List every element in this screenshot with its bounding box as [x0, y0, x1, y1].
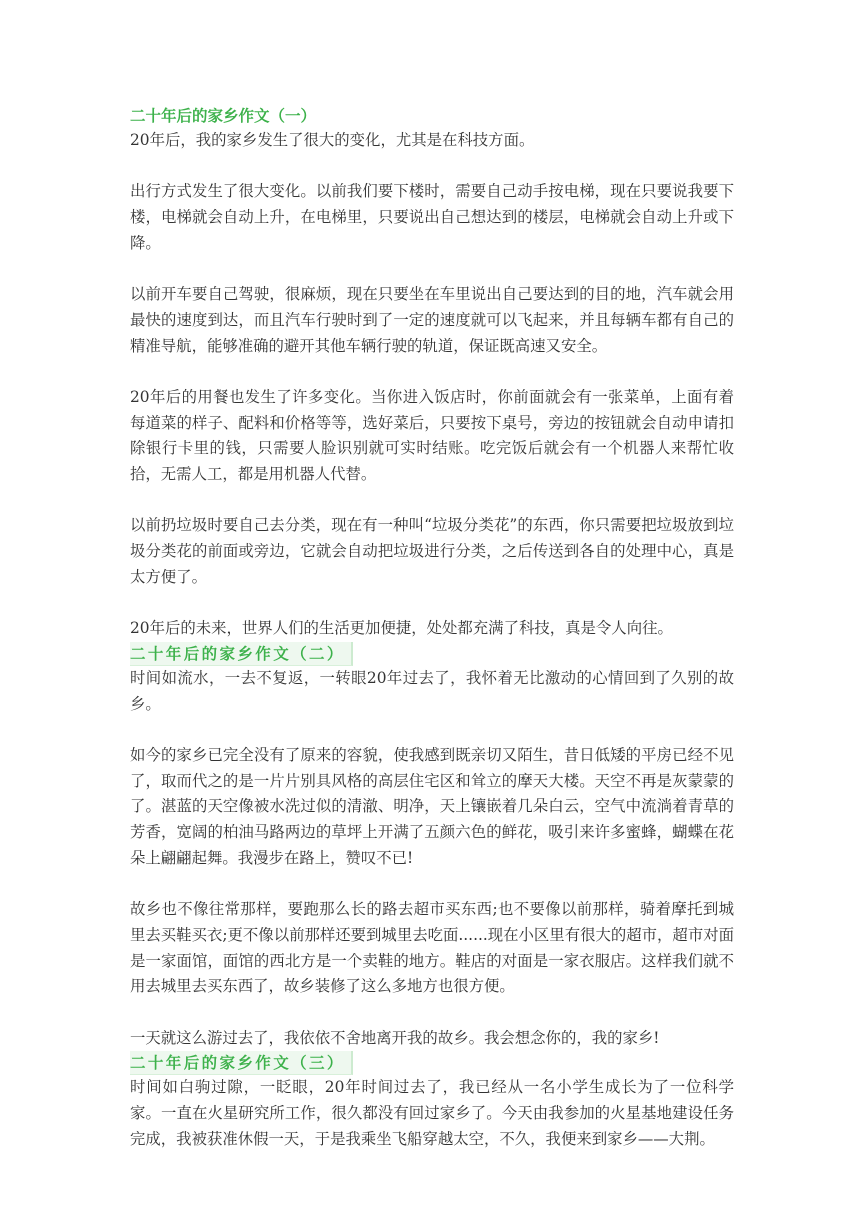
- paragraph-gap: [130, 488, 734, 514]
- section-two: [130, 642, 734, 1052]
- paragraph: 故乡也不像往常那样，要跑那么长的路去超市买东西;也不要像以前那样，骑着摩托到城里去买鞋买衣;更不像以前那样还要到城里去吃面......现在小区里有很大的超市，超市对面是一家面馆，面馆的西北方是一个卖鞋的地方。鞋店的对面是一家衣服店。这样我们就不用去城里去买东西了，故乡装修了这么多地方也很方便。: [130, 900, 734, 996]
- paragraph: 20年后，我的家乡发生了很大的变化，尤其是在科技方面。: [130, 131, 535, 149]
- paragraph: 时间如白驹过隙，一眨眼，20年时间过去了，我已经从一名小学生成长为了一位科学家。一直在火星研究所工作，很久都没有回过家乡了。今天由我参加的火星基地建设任务完成，我被获准休假一天，于是我乘坐飞船穿越太空，不久，我便来到家乡——大荆。: [130, 1078, 734, 1148]
- section-one: [130, 104, 734, 642]
- paragraph-gap: [130, 591, 734, 617]
- paragraph: 时间如流水，一去不复返，一转眼20年过去了，我怀着无比激动的心情回到了久别的故乡。: [130, 668, 734, 713]
- paragraph-gap: [130, 154, 734, 180]
- section-title: 二十年后的家乡作文（三）: [130, 1051, 353, 1075]
- paragraph-gap: [130, 359, 734, 385]
- paragraph-gap: [130, 1000, 734, 1026]
- section-title: 二十年后的家乡作文（二）: [130, 642, 353, 666]
- section-three: [130, 1051, 734, 1152]
- paragraph: 以前开车要自己驾驶，很麻烦，现在只要坐在车里说出自己要达到的目的地，汽车就会用最快的速度到达，而且汽车行驶时到了一定的速度就可以飞起来，并且每辆车都有自己的精准导航，能够准确的避开其他车辆行驶的轨道，保证既高速又安全。: [130, 285, 734, 355]
- paragraph-gap: [130, 717, 734, 743]
- paragraph: 出行方式发生了很大变化。以前我们要下楼时，需要自己动手按电梯，现在只要说我要下楼，电梯就会自动上升，在电梯里，只要说出自己想达到的楼层，电梯就会自动上升或下降。: [130, 182, 734, 252]
- paragraph: 20年后的未来，世界人们的生活更加便捷，处处都充满了科技，真是令人向往。: [130, 619, 673, 638]
- section-title: 二十年后的家乡作文（一）: [130, 106, 317, 125]
- paragraph: 以前扔垃圾时要自己去分类，现在有一种叫“垃圾分类花”的东西，你只需要把垃圾放到垃圾分类花的前面或旁边，它就会自动把垃圾进行分类，之后传送到各自的处理中心，真是太方便了。: [130, 516, 734, 586]
- paragraph: 一天就这么游过去了，我依依不舍地离开我的故乡。我会想念你的，我的家乡!: [130, 1028, 660, 1047]
- paragraph-gap: [130, 872, 734, 898]
- paragraph-gap: [130, 257, 734, 283]
- paragraph: 20年后的用餐也发生了许多变化。当你进入饭店时，你前面就会有一张菜单，上面有着每道菜的样子、配料和价格等等，选好菜后，只要按下桌号，旁边的按钮就会自动申请扣除银行卡里的钱，只需要人脸识别就可实时结账。吃完饭后就会有一个机器人来帮忙收拾，无需人工，都是用机器人代替。: [130, 387, 734, 484]
- document-page: [130, 104, 734, 1153]
- paragraph: 如今的家乡已完全没有了原来的容貌，使我感到既亲切又陌生，昔日低矮的平房已经不见了，取而代之的是一片片别具风格的高层住宅区和耸立的摩天大楼。天空不再是灰蒙蒙的了。湛蓝的天空像被水洗过似的清澈、明净，天上镶嵌着几朵白云，空气中流淌着青草的芳香，宽阔的柏油马路两边的草坪上开满了五颜六色的鲜花，吸引来许多蜜蜂，蝴蝶在花朵上翩翩起舞。我漫步在路上，赞叹不已!: [130, 746, 734, 867]
